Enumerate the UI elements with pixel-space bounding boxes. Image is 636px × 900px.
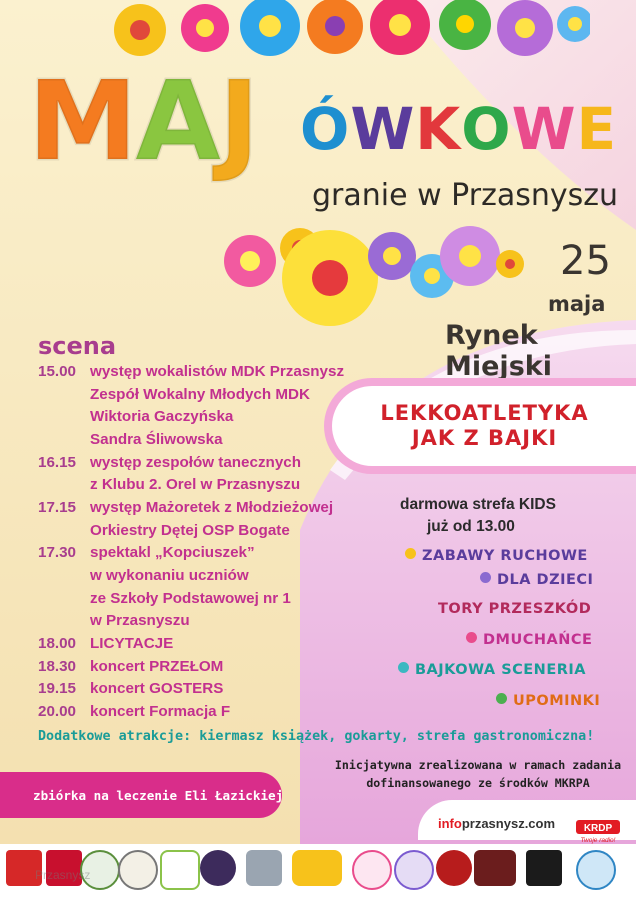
program-row (38, 564, 344, 587)
initiative-line2: dofinansowanego ze środków MKRPA (366, 776, 590, 790)
program-time: 16.15 (38, 453, 77, 471)
title-letter: Ó (300, 95, 351, 163)
program-text: ze Szkoły Podstawowej nr 1 (90, 589, 291, 607)
program-text: koncert Formacja F (90, 703, 231, 721)
program-row (38, 519, 344, 542)
fabryka-logo (474, 850, 516, 886)
flower-icon (480, 572, 491, 583)
initiative-line1: Inicjatywna zrealizowana w ramach zadania (334, 758, 622, 772)
title-letter: W (350, 95, 416, 163)
attraction-item (480, 572, 593, 588)
attraction-label: DMUCHAŃCE (483, 632, 593, 648)
organization-logo (394, 850, 434, 890)
program-row (38, 405, 344, 428)
attraction-label: DLA DZIECI (497, 572, 594, 588)
watermark: Przasnysz (35, 868, 91, 882)
fire-brigade-logo (436, 850, 472, 886)
attraction-item (398, 662, 586, 678)
program-time: 18.00 (38, 635, 77, 653)
program-row (38, 655, 344, 678)
program-time: 18.30 (38, 657, 77, 675)
event-month: maja (548, 292, 606, 316)
program-text: koncert GOSTERS (90, 680, 224, 698)
mdk-logo (160, 850, 200, 890)
program-time: 15.00 (38, 362, 77, 380)
extra-attractions: Dodatkowe atrakcje: kiermasz książek, gokarty, strefa gastronomiczna! (38, 729, 595, 744)
attraction-label: ZABAWY RUCHOWE (422, 548, 588, 564)
program-row (38, 542, 344, 565)
flower-icon (405, 548, 416, 559)
svg-text:KRDP: KRDP (583, 823, 613, 834)
program-time: 17.15 (38, 498, 77, 516)
program-text: Wiktoria Gaczyńska (90, 408, 234, 426)
attraction-item (496, 693, 600, 709)
program-text: w wykonaniu uczniów (90, 567, 249, 585)
collection-text: zbiórka na leczenie Eli Łazickiej (33, 787, 284, 803)
organization-logo (576, 850, 616, 890)
kids-zone-time: już od 13.00 (427, 518, 515, 535)
program-text: występ Mażoretek z Młodzieżowej (90, 498, 334, 516)
zakrecone-logo (292, 850, 342, 886)
program-row (38, 678, 344, 701)
subtitle: granie w Przasnyszu (312, 178, 618, 213)
attraction-label: UPOMINKI (513, 693, 601, 709)
title-letter: O (461, 95, 512, 163)
flower-icon (466, 632, 477, 643)
event-day: 25 (560, 238, 611, 284)
kids-zone (400, 494, 556, 538)
program-list (38, 360, 344, 723)
flower-icon (496, 693, 507, 704)
event-place: Rynek Miejski (445, 320, 552, 382)
title-letter: K (415, 95, 462, 163)
athletics-line1: LEKKOATLETYKA (380, 400, 589, 425)
logo-prefix: info (438, 816, 462, 831)
program-text: występ zespołów tanecznych (90, 453, 301, 471)
program-time: 17.30 (38, 544, 77, 562)
attraction-label: BAJKOWA SCENERIA (415, 662, 587, 678)
organization-logo (200, 850, 236, 886)
title-letter-j: J (218, 57, 258, 185)
program-text: z Klubu 2. Orel w Przasnyszu (90, 476, 301, 494)
program-text: Sandra Śliwowska (90, 430, 223, 448)
program-row (38, 428, 344, 451)
program-text: LICYTACJE (90, 635, 174, 653)
program-text: występ wokalistów MDK Przasnysz (90, 362, 345, 380)
flower-icon (398, 662, 409, 673)
program-time: 20.00 (38, 703, 77, 721)
krdp-radio-logo (572, 818, 624, 844)
athletics-line2: JAK Z BAJKI (411, 426, 558, 450)
athletics-banner (332, 386, 636, 466)
infoprzasnysz-logo (438, 816, 555, 831)
program-text: spektakl „Kopciuszek” (90, 544, 255, 562)
collection-banner (0, 772, 282, 818)
program-row (38, 496, 344, 519)
program-row (38, 610, 344, 633)
kids-zone-title: darmowa strefa KIDS (400, 496, 556, 513)
police-logo (246, 850, 282, 886)
attraction-item (405, 548, 588, 564)
program-row (38, 360, 344, 383)
attraction-label: TORY PRZESZKÓD (438, 601, 592, 617)
program-text: Orkiestry Dętej OSP Bogate (90, 521, 290, 539)
title-owkowe (300, 95, 618, 163)
program-text: Zespół Wokalny Młodych MDK (90, 385, 310, 403)
program-time: 19.15 (38, 680, 77, 698)
svg-text:Twoje radio!: Twoje radio! (580, 837, 616, 844)
program-row (38, 383, 344, 406)
program-row (38, 451, 344, 474)
program-row (38, 587, 344, 610)
initiative-note (328, 756, 628, 792)
attraction-item (466, 632, 592, 648)
organization-logo (526, 850, 562, 886)
title-letter-a: A (135, 57, 219, 185)
logo-suffix: przasnysz.com (461, 816, 556, 831)
program-row (38, 473, 344, 496)
title-letter-m: M (28, 57, 136, 185)
program-row (38, 700, 344, 723)
organization-logo (118, 850, 158, 890)
program-text: koncert PRZEŁOM (90, 657, 224, 675)
program-text: w Przasnyszu (90, 612, 190, 630)
title-maj (28, 57, 258, 185)
attraction-item (438, 601, 591, 617)
scena-label: scena (38, 332, 117, 360)
organization-logo (352, 850, 392, 890)
program-row (38, 632, 344, 655)
title-letter: W (511, 95, 577, 163)
title-letter: E (576, 95, 618, 163)
